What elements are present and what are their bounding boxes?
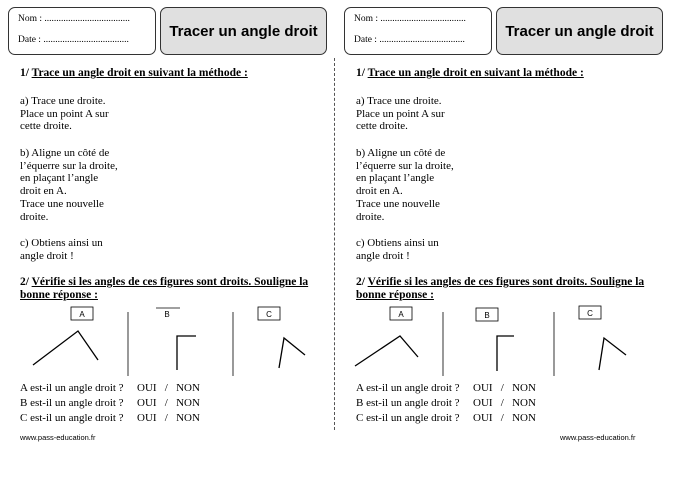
name-field[interactable]: Nom : .................................... bbox=[354, 14, 466, 24]
exercise2-number: 2/ bbox=[20, 276, 29, 288]
step-b-line: Trace une nouvelle bbox=[356, 197, 440, 210]
exercise2-number: 2/ bbox=[356, 276, 365, 288]
figure-b bbox=[476, 308, 514, 371]
step-c-line: c) Obtiens ainsi un bbox=[20, 237, 103, 249]
step-c bbox=[356, 237, 439, 262]
question-c bbox=[20, 412, 200, 424]
question-text: C est-il un angle droit ? bbox=[356, 412, 460, 424]
angle-a bbox=[33, 331, 98, 365]
question-text: A est-il un angle droit ? bbox=[20, 382, 124, 394]
step-b-line: droite. bbox=[20, 210, 49, 223]
angle-c bbox=[279, 338, 305, 368]
question-b bbox=[356, 397, 536, 409]
figure-c-label: C bbox=[587, 309, 593, 318]
figure-a bbox=[33, 307, 98, 365]
step-a-line: cette droite. bbox=[356, 120, 408, 133]
step-b-line: l’équerre sur la droite, bbox=[356, 159, 454, 172]
title-box bbox=[160, 7, 327, 55]
page-title: Tracer un angle droit bbox=[505, 22, 654, 40]
answer-choices[interactable]: OUI / NON bbox=[473, 382, 536, 394]
angle-a bbox=[355, 336, 418, 366]
footer-site[interactable]: www.pass-education.fr bbox=[560, 433, 636, 442]
question-a bbox=[356, 382, 536, 394]
step-a-line: cette droite. bbox=[20, 120, 72, 133]
step-b-line: droit en A. bbox=[20, 185, 67, 198]
figure-a bbox=[355, 307, 418, 366]
step-a-line: Place un point A sur bbox=[356, 107, 445, 120]
figure-b bbox=[156, 308, 196, 370]
step-a bbox=[20, 95, 109, 133]
figure-b-label: B bbox=[164, 310, 170, 319]
step-b-line: l’équerre sur la droite, bbox=[20, 159, 118, 172]
name-field[interactable]: Nom : .................................... bbox=[18, 14, 130, 24]
step-b bbox=[20, 147, 118, 223]
question-b bbox=[20, 397, 200, 409]
step-a-line: a) Trace une droite. bbox=[20, 95, 106, 107]
step-b-line: b) Aligne un côté de bbox=[356, 147, 446, 159]
step-a bbox=[356, 95, 445, 133]
step-b-line: en plaçant l’angle bbox=[356, 172, 435, 185]
answer-choices[interactable]: OUI / NON bbox=[137, 397, 200, 409]
worksheet-left bbox=[0, 0, 335, 480]
step-a-line: a) Trace une droite. bbox=[356, 95, 442, 107]
step-c-line: angle droit ! bbox=[356, 249, 410, 262]
exercise2-heading bbox=[20, 276, 320, 302]
exercise2-heading bbox=[356, 276, 656, 302]
name-date-box bbox=[344, 7, 492, 55]
step-b bbox=[356, 147, 454, 223]
worksheet-right bbox=[336, 0, 671, 480]
figure-b-label: B bbox=[484, 311, 490, 320]
step-b-line: droite. bbox=[356, 210, 385, 223]
figure-c bbox=[579, 306, 626, 370]
question-a bbox=[20, 382, 200, 394]
step-b-line: en plaçant l’angle bbox=[20, 172, 99, 185]
date-field[interactable]: Date : .................................... bbox=[354, 35, 465, 45]
name-date-box bbox=[8, 7, 156, 55]
exercise2-heading-text: Vérifie si les angles de ces figures sont droits. Souligne la bonne réponse : bbox=[20, 276, 309, 301]
step-c bbox=[20, 237, 103, 262]
exercise1-heading-text: Trace un angle droit en suivant la méthode : bbox=[31, 67, 248, 79]
step-b-line: b) Aligne un côté de bbox=[20, 147, 110, 159]
angle-b bbox=[497, 336, 514, 371]
figure-a-label: A bbox=[398, 310, 404, 319]
step-a-line: Place un point A sur bbox=[20, 107, 109, 120]
step-c-line: angle droit ! bbox=[20, 249, 74, 262]
page-title: Tracer un angle droit bbox=[169, 22, 318, 40]
figure-c-label: C bbox=[266, 310, 272, 319]
question-text: B est-il un angle droit ? bbox=[356, 397, 460, 409]
date-field[interactable]: Date : .................................... bbox=[18, 35, 129, 45]
answer-choices[interactable]: OUI / NON bbox=[473, 397, 536, 409]
answer-choices[interactable]: OUI / NON bbox=[137, 382, 200, 394]
exercise2-heading-text: Vérifie si les angles de ces figures sont droits. Souligne la bonne réponse : bbox=[356, 276, 645, 301]
step-b-line: droit en A. bbox=[356, 185, 403, 198]
exercise1-number: 1/ bbox=[356, 67, 365, 79]
exercise1-number: 1/ bbox=[20, 67, 29, 79]
question-text: A est-il un angle droit ? bbox=[356, 382, 460, 394]
exercise1-heading-text: Trace un angle droit en suivant la méthode : bbox=[367, 67, 584, 79]
question-text: B est-il un angle droit ? bbox=[20, 397, 124, 409]
figure-c bbox=[258, 307, 305, 368]
angle-b bbox=[177, 336, 196, 370]
exercise1-heading bbox=[20, 67, 248, 79]
question-c bbox=[356, 412, 536, 424]
angle-c bbox=[599, 338, 626, 370]
step-c-line: c) Obtiens ainsi un bbox=[356, 237, 439, 249]
question-text: C est-il un angle droit ? bbox=[20, 412, 124, 424]
answer-choices[interactable]: OUI / NON bbox=[473, 412, 536, 424]
step-b-line: Trace une nouvelle bbox=[20, 197, 104, 210]
title-box bbox=[496, 7, 663, 55]
angle-figures bbox=[336, 300, 671, 380]
answer-choices[interactable]: OUI / NON bbox=[137, 412, 200, 424]
footer-site[interactable]: www.pass-education.fr bbox=[20, 433, 96, 442]
angle-figures bbox=[0, 300, 335, 380]
figure-a-label: A bbox=[79, 310, 85, 319]
exercise1-heading bbox=[356, 67, 584, 79]
